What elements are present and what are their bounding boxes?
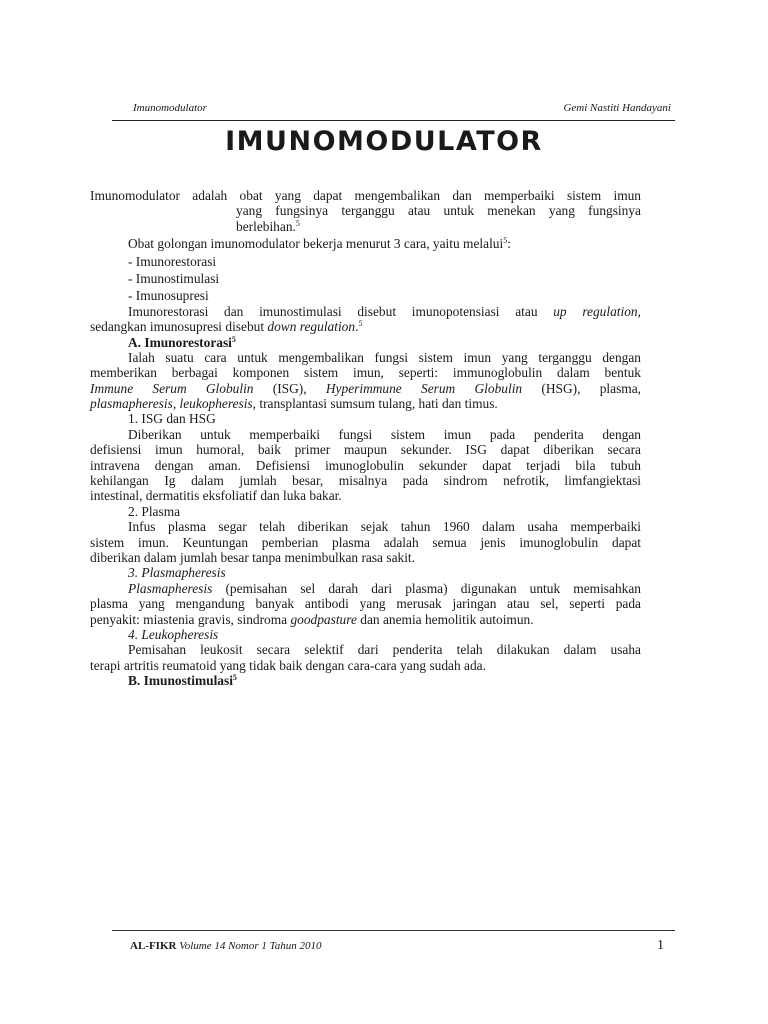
paragraph-line: plasma yang mengandung banyak antibodi yang merusak jaringan atau sel, seperti pada bbox=[90, 596, 641, 612]
footer-rule bbox=[112, 930, 675, 931]
isg-paragraph bbox=[90, 427, 641, 504]
plasma-paragraph bbox=[90, 519, 641, 565]
paragraph-line: diberikan dalam jumlah besar tanpa menimbulkan rasa sakit. bbox=[90, 549, 415, 565]
paragraph-line: Immune Serum Globulin (ISG), Hyperimmune Serum Globulin (HSG), plasma, bbox=[90, 380, 641, 396]
paragraph-line: terapi artritis reumatoid yang tidak baik dengan cara-cara yang sudah ada. bbox=[90, 657, 486, 673]
paragraph-line: intestinal, dermatitis eksfoliatif dan luka bakar. bbox=[90, 488, 342, 504]
paragraph-line: intravena dengan aman. Defisiensi imunoglobulin sekunder dapat terjadi bila tubuh bbox=[90, 457, 641, 473]
paragraph-line: Imunorestorasi dan imunostimulasi disebut imunopotensiasi atau up regulation, bbox=[128, 303, 641, 319]
plasmapheresis-paragraph bbox=[90, 581, 641, 627]
footer-citation bbox=[130, 940, 322, 952]
definition-line: yang fungsinya terganggu atau untuk menekan yang fungsinya bbox=[236, 203, 641, 219]
reference-mark: 5 bbox=[295, 218, 300, 228]
ways-intro: Obat golongan imunomodulator bekerja menurut 3 cara, yaitu melalui$^5$: bbox=[128, 236, 511, 252]
page-title: IMUNOMODULATOR bbox=[225, 126, 543, 157]
subheading-isg: 1. ISG dan HSG bbox=[128, 411, 216, 427]
leukopheresis-paragraph bbox=[90, 642, 641, 673]
journal-issue: Volume 14 Nomor 1 Tahun 2010 bbox=[176, 940, 322, 952]
body-text bbox=[90, 188, 641, 689]
subheading-leukopheresis: 4. Leukopheresis bbox=[128, 626, 219, 642]
definition-line: berlebihan.$^5$ bbox=[236, 218, 300, 234]
header-author: Gemi Nastiti Handayani bbox=[563, 102, 671, 114]
page-number: 1 bbox=[657, 938, 664, 953]
paragraph-line: Diberikan untuk memperbaiki fungsi sistem imun pada penderita dengan bbox=[128, 426, 641, 442]
paragraph-line: plasmapheresis, leukopheresis, transplantasi sumsum tulang, hati dan timus. bbox=[90, 396, 498, 412]
paragraph-line: kehilangan Ig dalam jumlah besar, misalnya pada sindrom nefrotik, limfangiektasi bbox=[90, 473, 641, 489]
section-heading-a: A. Imunorestorasi$^5$ bbox=[128, 334, 236, 350]
paragraph-line: penyakit: miastenia gravis, sindroma goodpasture dan anemia hemolitik autoimun. bbox=[90, 611, 534, 627]
reference-mark: 5 bbox=[358, 319, 363, 329]
subheading-plasmapheresis: 3. Plasmapheresis bbox=[128, 565, 226, 581]
list-item: - Imunorestorasi bbox=[128, 253, 217, 269]
list-item: - Imunostimulasi bbox=[128, 270, 220, 286]
reference-mark: 5 bbox=[231, 334, 236, 344]
running-header bbox=[133, 102, 673, 118]
definition-paragraph bbox=[90, 188, 641, 234]
paragraph-line: defisiensi imun humoral, baik primer maupun sekunder. ISG dapat diberikan secara bbox=[90, 442, 641, 458]
header-left-title: Imunomodulator bbox=[133, 102, 207, 114]
paragraph-line: memberikan berbagai komponen sistem imun, seperti: immunoglobulin dalam bentuk bbox=[90, 365, 641, 381]
regulation-paragraph bbox=[90, 304, 641, 335]
paragraph-line: sistem imun. Keuntungan pemberian plasma adalah semua jenis imunoglobulin dapat bbox=[90, 534, 641, 550]
header-rule bbox=[112, 120, 675, 121]
subheading-plasma: 2. Plasma bbox=[128, 503, 181, 519]
restoration-paragraph bbox=[90, 350, 641, 412]
reference-mark: 5 bbox=[232, 673, 237, 683]
ways-list bbox=[90, 236, 641, 304]
reference-mark: 5 bbox=[503, 236, 508, 246]
list-item: - Imunosupresi bbox=[128, 288, 209, 304]
journal-name: AL-FIKR bbox=[130, 940, 177, 952]
paragraph-line: Infus plasma segar telah diberikan sejak tahun 1960 dalam usaha memperbaiki bbox=[128, 519, 641, 535]
paragraph-line: Ialah suatu cara untuk mengembalikan fungsi sistem imun yang terganggu dengan bbox=[128, 349, 641, 365]
paragraph-line: Plasmapheresis (pemisahan sel darah dari plasma) digunakan untuk memisahkan bbox=[128, 580, 641, 596]
section-heading-b: B. Imunostimulasi$^5$ bbox=[128, 673, 237, 689]
definition-line: Imunomodulator adalah obat yang dapat mengembalikan dan memperbaiki sistem imun bbox=[90, 188, 641, 203]
paragraph-line: Pemisahan leukosit secara selektif dari penderita telah dilakukan dalam usaha bbox=[128, 642, 641, 658]
paragraph-line: sedangkan imunosupresi disebut down regulation.$^5$ bbox=[90, 319, 363, 335]
